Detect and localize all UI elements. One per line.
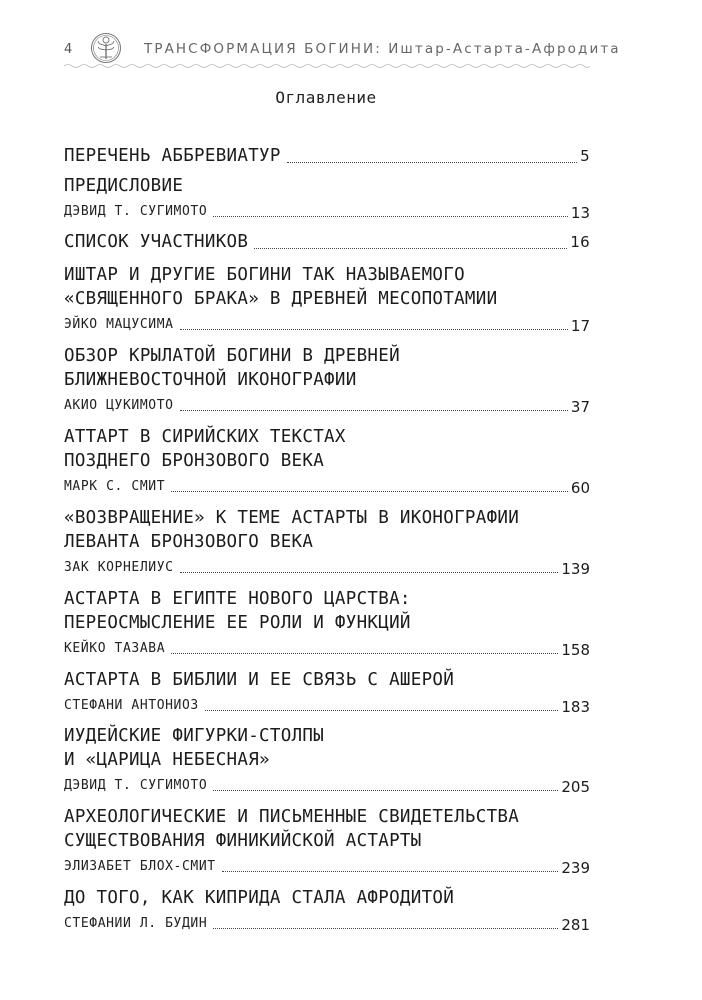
toc-entry-title: «ВОЗВРАЩЕНИЕ» К ТЕМЕ АСТАРТЫ В ИКОНОГРАФИИ: [64, 508, 520, 528]
toc-page-number: 281: [561, 916, 590, 934]
toc-entry-title: АРХЕОЛОГИЧЕСКИЕ И ПИСЬМЕННЫЕ СВИДЕТЕЛЬСТВА: [64, 807, 520, 827]
toc-entry-title: И «ЦАРИЦА НЕБЕСНАЯ»: [64, 750, 270, 770]
dot-leader: [213, 927, 558, 929]
toc-entry-author: ЗАК КОРНЕЛИУС: [64, 560, 174, 575]
toc-entry-title: «СВЯЩЕННОГО БРАКА» В ДРЕВНЕЙ МЕСОПОТАМИИ: [64, 289, 498, 309]
toc-entry-author: ДЭВИД Т. СУГИМОТО: [64, 778, 208, 793]
toc-page-number: 5: [580, 147, 590, 165]
toc-entry-title: ПОЗДНЕГО БРОНЗОВОГО ВЕКА: [64, 451, 325, 471]
toc-entry-author: ЭЙКО МАЦУСИМА: [64, 317, 174, 332]
toc-entry-author: АКИО ЦУКИМОТО: [64, 398, 174, 413]
toc-author-row: [64, 857, 590, 877]
tree-emblem-icon: [90, 32, 122, 64]
dot-leader: [213, 789, 558, 791]
toc-entry-row: [64, 230, 590, 254]
toc-entry-title: ДО ТОГО, КАК КИПРИДА СТАЛА АФРОДИТОЙ: [64, 888, 455, 908]
toc-entry-title: ИШТАР И ДРУГИЕ БОГИНИ ТАК НАЗЫВАЕМОГО: [64, 265, 465, 285]
toc-entry[interactable]: [64, 230, 590, 254]
dot-leader: [180, 328, 568, 330]
dot-leader: [287, 161, 577, 163]
toc-entry[interactable]: [64, 886, 590, 934]
toc-entry-title: АСТАРТА В ЕГИПТЕ НОВОГО ЦАРСТВА:: [64, 589, 411, 609]
dot-leader: [180, 571, 559, 573]
toc-entry-title: АСТАРТА В БИБЛИИ И ЕЕ СВЯЗЬ С АШЕРОЙ: [64, 670, 455, 690]
header-divider: [64, 63, 590, 69]
toc-page-number: 16: [570, 233, 590, 251]
toc-entry-author: СТЕФАНИИ Л. БУДИН: [64, 916, 208, 931]
toc-entry-title: ОБЗОР КРЫЛАТОЙ БОГИНИ В ДРЕВНЕЙ: [64, 346, 400, 366]
toc-author-row: [64, 696, 590, 716]
toc-page-number: 158: [561, 641, 590, 659]
toc-entry-title: ЛЕВАНТА БРОНЗОВОГО ВЕКА: [64, 532, 314, 552]
toc-entry[interactable]: [64, 805, 590, 877]
toc-author-row: [64, 639, 590, 659]
dot-leader: [205, 709, 559, 711]
toc-entry[interactable]: [64, 344, 590, 416]
toc-entry-author: СТЕФАНИ АНТОНИОЗ: [64, 698, 199, 713]
toc-author-row: [64, 914, 590, 934]
toc-entry[interactable]: [64, 506, 590, 578]
dot-leader: [171, 652, 558, 654]
toc-entry[interactable]: [64, 668, 590, 716]
toc-page-number: 139: [561, 560, 590, 578]
toc-author-row: [64, 202, 590, 222]
dot-leader: [213, 215, 568, 217]
toc-entry[interactable]: [64, 724, 590, 796]
dot-leader: [222, 870, 559, 872]
toc-page-number: 13: [570, 204, 590, 222]
toc-page-number: 239: [561, 859, 590, 877]
toc-entry-title: АТТАРТ В СИРИЙСКИХ ТЕКСТАХ: [64, 427, 346, 447]
toc-entry[interactable]: [64, 144, 590, 168]
toc-entry[interactable]: [64, 174, 590, 222]
toc-entry-title: БЛИЖНЕВОСТОЧНОЙ ИКОНОГРАФИИ: [64, 370, 357, 390]
toc-entry-title: ИУДЕЙСКИЕ ФИГУРКИ-СТОЛПЫ: [64, 726, 325, 746]
toc-author-row: [64, 396, 590, 416]
toc-entry-title: СПИСОК УЧАСТНИКОВ: [64, 232, 249, 252]
toc-entry-author: КЕЙКО ТАЗАВА: [64, 641, 166, 656]
toc-entry-author: ДЭВИД Т. СУГИМОТО: [64, 204, 208, 219]
toc-entry-row: [64, 144, 590, 168]
toc-page-number: 183: [561, 698, 590, 716]
toc-page-number: 37: [570, 398, 590, 416]
toc-page-number: 205: [561, 778, 590, 796]
toc-page-number: 60: [570, 479, 590, 497]
toc-author-row: [64, 776, 590, 796]
toc-entry-title: ПЕРЕОСМЫСЛЕНИЕ ЕЕ РОЛИ И ФУНКЦИЙ: [64, 613, 411, 633]
page-number: 4: [64, 42, 73, 57]
toc-author-row: [64, 477, 590, 497]
toc-entry-author: МАРК С. СМИТ: [64, 479, 166, 494]
dot-leader: [180, 409, 568, 411]
toc-author-row: [64, 558, 590, 578]
toc-author-row: [64, 315, 590, 335]
dot-leader: [171, 490, 568, 492]
toc-page-number: 17: [570, 317, 590, 335]
toc-heading: Оглавление: [275, 88, 377, 107]
running-title: ТРАНСФОРМАЦИЯ БОГИНИ: Иштар-Астарта-Афродита: [144, 41, 621, 57]
toc-entry[interactable]: [64, 263, 590, 335]
dot-leader: [254, 247, 567, 249]
toc-entry-title: ПЕРЕЧЕНЬ АББРЕВИАТУР: [64, 146, 281, 166]
toc-entry-title: СУЩЕСТВОВАНИЯ ФИНИКИЙСКОЙ АСТАРТЫ: [64, 831, 422, 851]
toc-entry-author: ЭЛИЗАБЕТ БЛОХ-СМИТ: [64, 859, 216, 874]
toc-entry[interactable]: [64, 587, 590, 659]
toc-entry-title: ПРЕДИСЛОВИЕ: [64, 176, 184, 196]
toc-entry[interactable]: [64, 425, 590, 497]
